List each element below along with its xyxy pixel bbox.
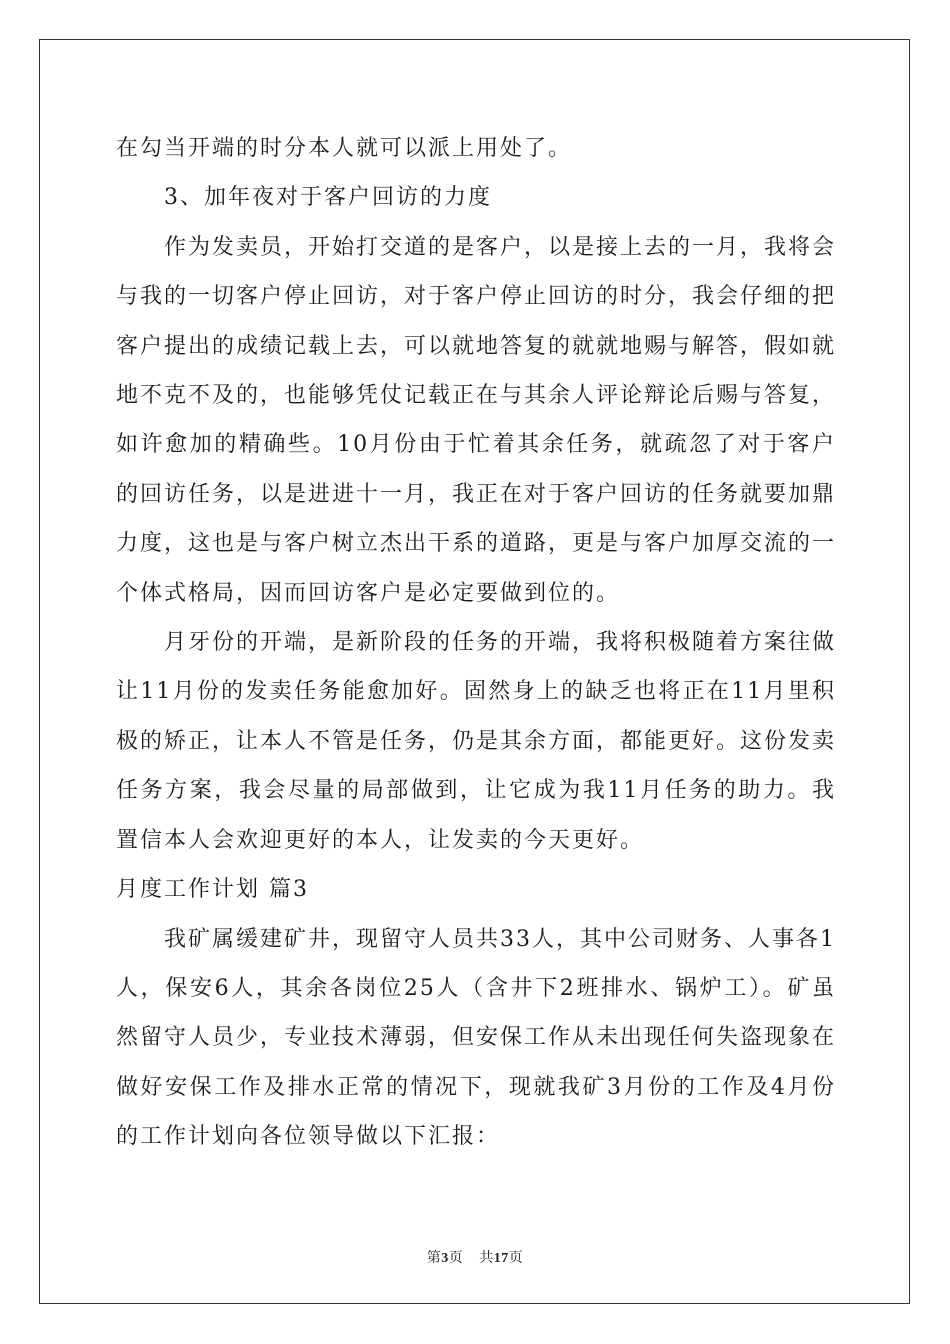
section-heading: 月度工作计划 篇3 — [116, 877, 309, 903]
page-footer — [0, 1247, 950, 1267]
page-label-prefix: 第 — [426, 1251, 442, 1266]
paragraph-continuation: 在勾当开端的时分本人就可以派上用处了。 — [116, 136, 573, 161]
paragraph-subheading: 3、加年夜对于客户回访的力度 — [164, 185, 492, 211]
total-label-prefix: 共 — [479, 1251, 494, 1266]
paragraph-customer-visits: 作为发卖员，开始打交道的是客户，以是接上去的一月，我将会与我的一切客户停止回访，对于客户停止回访的时分，我会仔细的把客户提出的成绩记载上去，可以就地答复的就就地赐与解答，假如就地不克不及的，也能够凭仗记载正在与其余人评论辩论后赐与答复，如许愈加的精确些。10月份由于忙着其余任务，就疏忽了对于客户的回访任务，以是进进十一月，我正在对于客户回访的任务就要加鼎力度，这也是与客户树立杰出干系的道路，更是与客户加厚交流的一个体式格局，因而回访客户是必定要做到位的。 — [116, 234, 837, 606]
paragraph-november-plan: 月牙份的开端，是新阶段的任务的开端，我将积极随着方案往做让11月份的发卖任务能愈加好。固然身上的缺乏也将正在11月里积极的矫正，让本人不管是任务，仍是其余方面，都能更好。这份发卖任务方案，我会尽量的局部做到，让它成为我11月任务的助力。我置信本人会欢迎更好的本人，让发卖的今天更好。 — [116, 630, 837, 853]
total-pages: 17 — [493, 1251, 509, 1266]
page-label-suffix: 页 — [448, 1251, 464, 1266]
total-label-suffix: 页 — [508, 1251, 524, 1266]
paragraph-mine-report: 我矿属缓建矿井，现留守人员共33人，其中公司财务、人事各1人，保安6人，其余各岗位25人（含井下2班排水、锅炉工）。矿虽然留守人员少，专业技术薄弱，但安保工作从未出现任何失盗现象在做好安保工作及排水正常的情况下，现就我矿3月份的工作及4月份的工作计划向各位领导做以下汇报： — [116, 926, 837, 1150]
document-body — [116, 124, 836, 1162]
page-number: 3 — [441, 1251, 449, 1266]
